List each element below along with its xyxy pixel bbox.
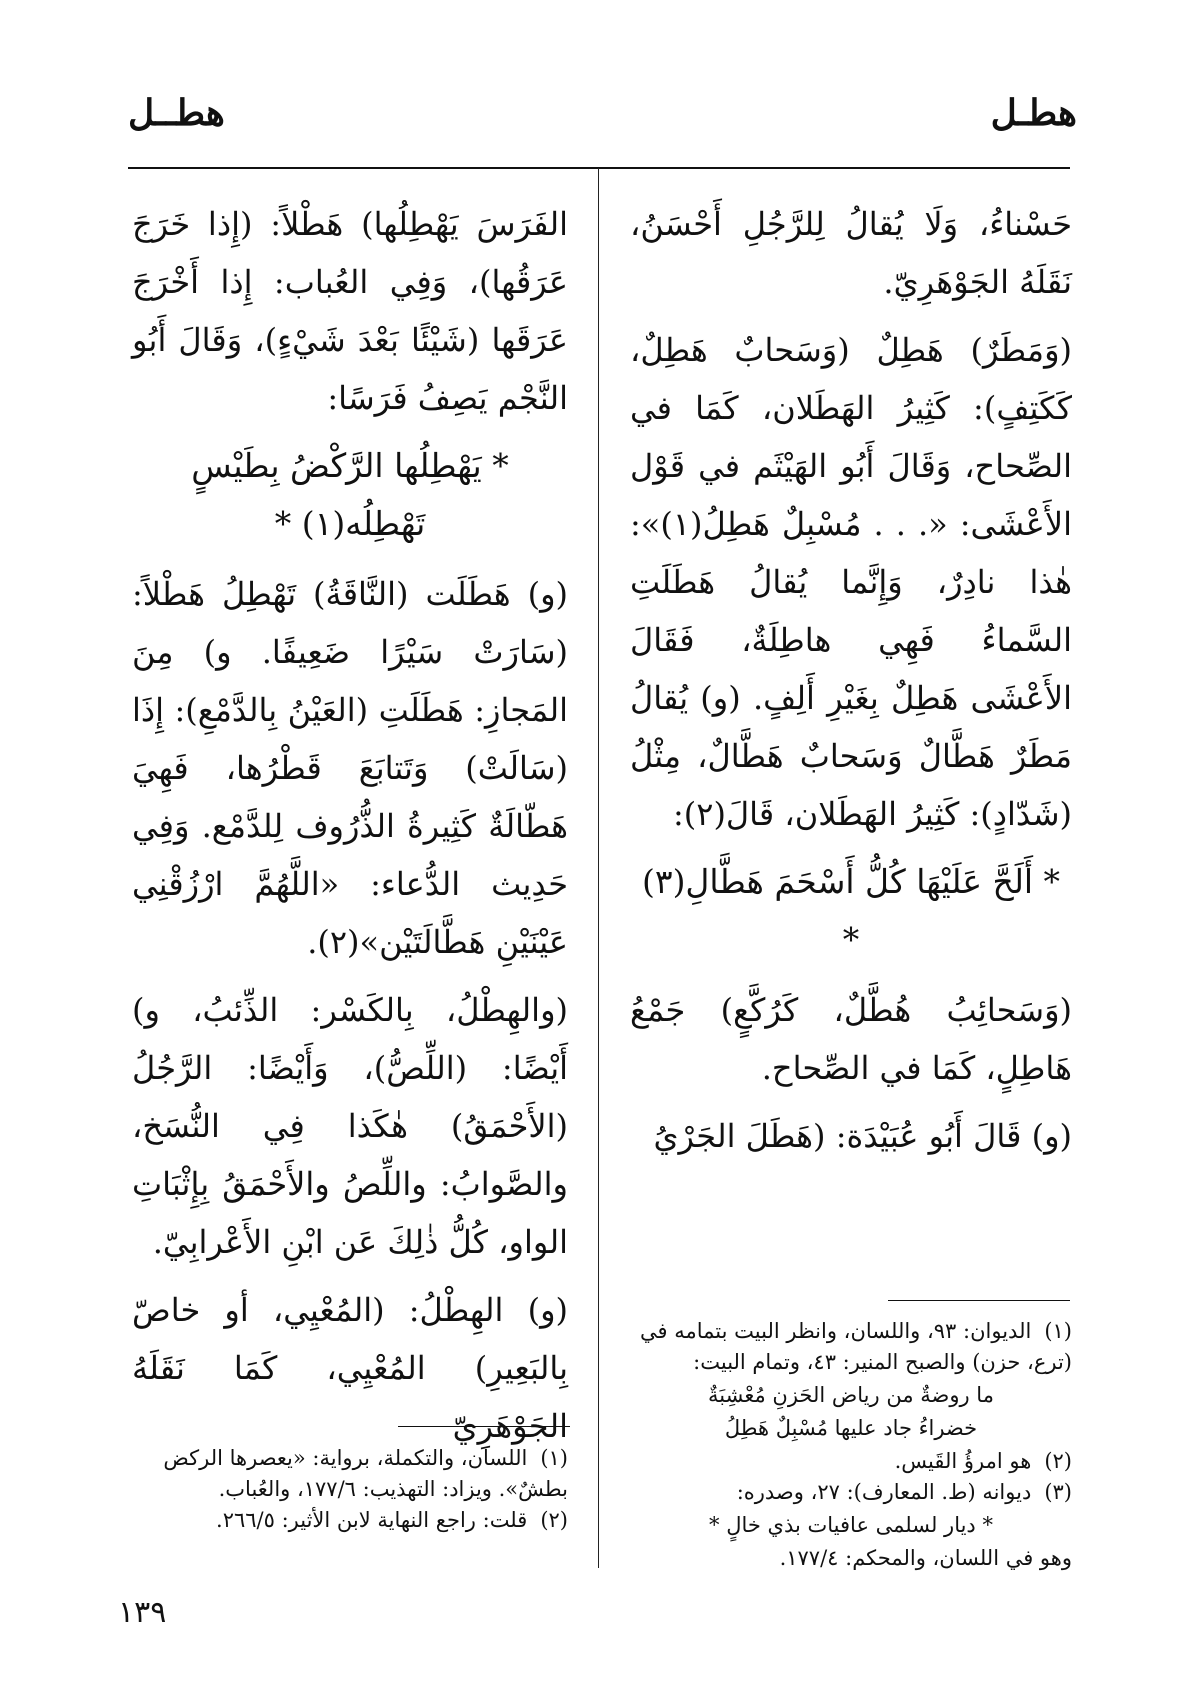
footnote-text: الديوان: ٩٣، واللسان، وانظر البيت بتمامه في (ترع، حزن) والصبح المنير: ٤٣، وتمام البيت: bbox=[640, 1319, 1072, 1374]
paragraph: (وَمَطَرٌ) هَطِلٌ (وَسَحابٌ هَطِلٌ، كَكَتِفٍ): كَثِيرُ الهَطَلان، كَمَا في الصِّحاح، وَقَالَ أَبُو الهَيْثَم في قَوْل الأَعْشَى: «. . . مُسْبِلٌ هَطِلُ(١)»: هٰذا نادِرٌ، وَإِنَّما يُقالُ هَطَلَتِ السَّماءُ فَهِي هاطِلَةٌ، فَقَالَ الأَعْشَى هَطِلٌ بِغَيْرِ أَلِفٍ. (و) يُقالُ مَطَرٌ هَطَّالٌ وَسَحابٌ هَطَّالٌ، مِثْلُ (شَدّادٍ): كَثِيرُ الهَطَلان، قَالَ(٢): bbox=[630, 331, 1072, 833]
footnote-text: قلت: راجع النهاية لابن الأثير: ٢٦٦/٥. bbox=[216, 1508, 528, 1532]
footnote-text: هو امرؤُ القَيس. bbox=[894, 1449, 1032, 1473]
left-column bbox=[132, 195, 568, 1465]
footnotes-left bbox=[132, 1443, 568, 1536]
footnote-number: (١) bbox=[540, 1446, 568, 1470]
footnote-item bbox=[132, 1443, 568, 1505]
footnote-text: ديوانه (ط. المعارف): ٢٧، وصدره: bbox=[736, 1480, 1032, 1504]
footnote-rule-right bbox=[888, 1300, 1070, 1301]
footnote-poem-line: * ديار لسلمى عافيات بذي خالٍ * bbox=[709, 1513, 993, 1537]
paragraph: (وَسَحائِبُ هُطَّلٌ، كَرُكَّعٍ) جَمْعُ هَاطِلٍ، كَمَا في الصِّحاح. bbox=[630, 991, 1072, 1087]
verse-line: * أَلَحَّ عَلَيْهَا كُلُّ أَسْحَمَ هَطَّالِ(٣) * bbox=[641, 862, 1061, 959]
paragraph: (و) هَطَلَت (النَّاقَةُ) تَهْطِلُ هَطْلاً: (سَارَتْ سَيْرًا ضَعِيفًا. و) مِنَ المَجازِ: هَطَلَتِ (العَيْنُ بِالدَّمْعِ): إِذَا (سَالَتْ) وَتَتابَعَ قَطْرُها، فَهِيَ هَطّالَةٌ كَثِيرةُ الذُّرُوف لِلدَّمْع. وَفِي حَدِيث الدُّعاء: «اللَّهُمَّ ارْزُقْنِي عَيْنَيْنِ هَطَّالَتَيْن»(٢). bbox=[132, 575, 568, 961]
footnote-rule-left bbox=[398, 1426, 570, 1427]
paragraph: الفَرَسَ يَهْطِلُها) هَطْلاً: (إِذا خَرَجَ عَرَقُها)، وَفِي العُباب: إِذا أَخْرَجَ عَرَقَها (شَيْئًا بَعْدَ شَيْءٍ)، وَقَالَ أَبُو النَّجْم يَصِفُ فَرَسًا: bbox=[132, 205, 568, 417]
page-number: ١٣٩ bbox=[118, 1595, 167, 1630]
column-divider bbox=[598, 168, 599, 1568]
running-header-left: هطــل bbox=[128, 92, 225, 134]
paragraph: حَسْناءُ، وَلَا يُقالُ لِلرَّجُلِ أَحْسَنُ، نَقَلَهُ الجَوْهَرِيّ. bbox=[630, 205, 1072, 301]
footnote-item bbox=[630, 1477, 1072, 1508]
header-rule bbox=[128, 167, 1070, 169]
verse-line: * يَهْطِلُها الرَّكْضُ بِطَيْسٍ تَهْطِلُه(١) * bbox=[191, 446, 509, 543]
footnote-poem-line: ما روضةٌ من رياض الحَزنِ مُعْشِبَةٌ bbox=[708, 1383, 994, 1407]
footnote-item bbox=[132, 1505, 568, 1536]
footnote-item bbox=[630, 1446, 1072, 1477]
paragraph: (و) الهِطْلُ: (المُعْيِي، أو خاصّ بِالبَعِيرِ) المُعْيِي، كَمَا نَقَلَهُ الجَوْهَرِيّ bbox=[132, 1291, 568, 1445]
footnote-number: (٢) bbox=[540, 1508, 568, 1532]
footnote-poem-line: خضراءُ جاد عليها مُسْبِلٌ هَطِلُ bbox=[724, 1416, 978, 1440]
paragraph: (و) قَالَ أَبُو عُبَيْدَة: (هَطَلَ الجَرْيُ bbox=[653, 1117, 1072, 1155]
footnote-number: (٣) bbox=[1044, 1480, 1072, 1504]
footnote-number: (٢) bbox=[1044, 1449, 1072, 1473]
footnotes-right bbox=[630, 1316, 1072, 1574]
paragraph: (والهِطْلُ، بِالكَسْر: الذِّئبُ، و) أَيْضًا: (اللِّصُّ)، وَأَيْضًا: الرَّجُلُ (الأَحْمَقُ) هٰكَذا فِي النُّسَخ، والصَّوابُ: واللِّصُ والأَحْمَقُ بِإِثْبَاتِ الواو، كُلُّ ذٰلِكَ عَن ابْنِ الأَعْرابِيّ. bbox=[132, 991, 568, 1261]
footnote-text: اللسان، والتكملة، برواية: «يعصرها الركض بطشٌ». ويزاد: التهذيب: ١٧٧/٦، والعُباب. bbox=[163, 1446, 568, 1501]
footnote-item bbox=[630, 1316, 1072, 1378]
footnote-text-tail: وهو في اللسان، والمحكم: ١٧٧/٤. bbox=[779, 1546, 1072, 1570]
right-column bbox=[630, 195, 1072, 1175]
footnote-number: (١) bbox=[1044, 1319, 1072, 1343]
running-header-right: هطـل bbox=[990, 92, 1077, 134]
